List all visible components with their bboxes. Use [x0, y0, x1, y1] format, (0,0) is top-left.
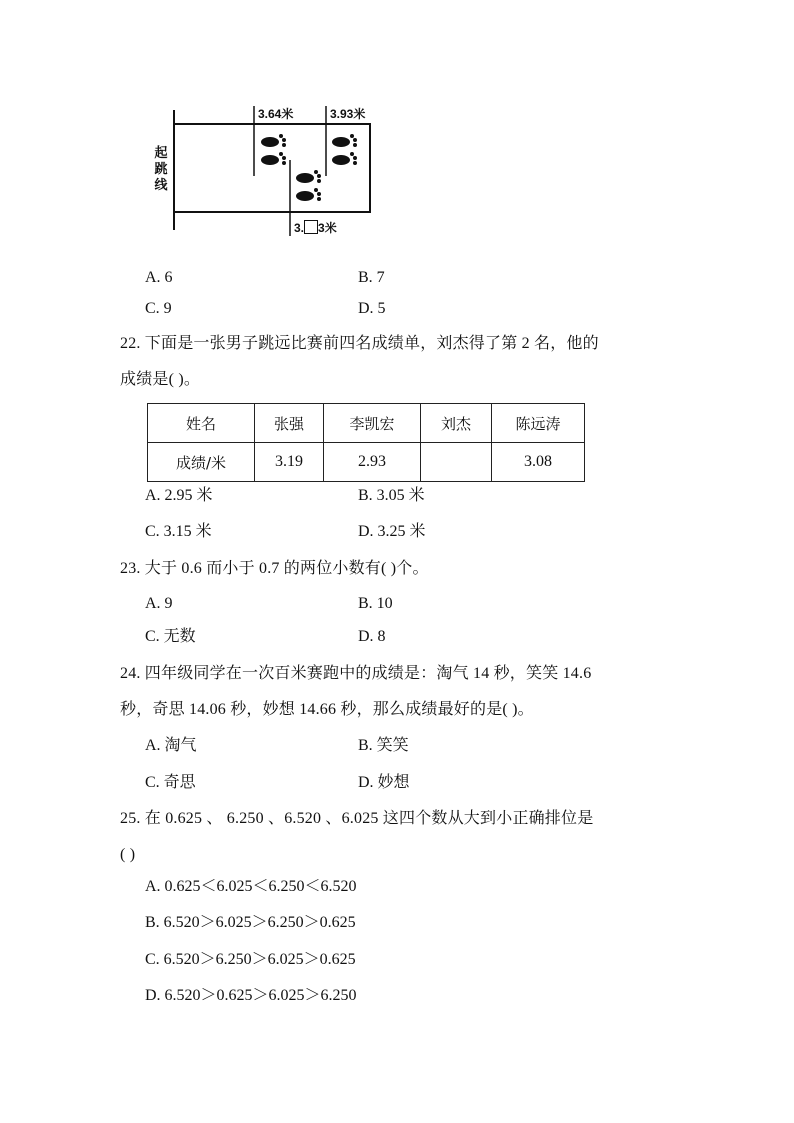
- footprints-icon: [332, 134, 357, 165]
- q25-option-d[interactable]: D. 6.520＞0.625＞6.025＞6.250: [145, 987, 357, 1004]
- footprints-icon: [296, 170, 321, 201]
- q24-text-line1: 24. 四年级同学在一次百米赛跑中的成绩是：淘气 14 秒，笑笑 14.6: [120, 665, 592, 682]
- marker-label-2: 3.93米: [330, 107, 366, 121]
- q23-option-a[interactable]: A. 9: [145, 595, 173, 612]
- q23-option-c[interactable]: C. 无数: [145, 628, 196, 645]
- q22-option-d[interactable]: D. 3.25 米: [358, 523, 426, 540]
- marker-label-3-suffix: 3米: [318, 221, 337, 235]
- q24-text-line2: 秒，奇思 14.06 秒，妙想 14.66 秒，那么成绩最好的是( )。: [120, 701, 534, 718]
- q21-option-d[interactable]: D. 5: [358, 300, 386, 317]
- table-cell-blank: [421, 443, 492, 482]
- q24-option-a[interactable]: A. 淘气: [145, 737, 197, 754]
- table-row: [148, 404, 585, 443]
- start-line-label: [154, 146, 168, 194]
- q24-option-b[interactable]: B. 笑笑: [358, 737, 409, 754]
- q22-option-a[interactable]: A. 2.95 米: [145, 487, 213, 504]
- start-line-char: 跳: [154, 162, 168, 177]
- table-cell: 成绩/米: [148, 443, 255, 482]
- marker-label-3: [294, 220, 337, 235]
- q22-text-line2: 成绩是( )。: [120, 371, 201, 388]
- q24-option-c[interactable]: C. 奇思: [145, 774, 196, 791]
- q24-option-d[interactable]: D. 妙想: [358, 774, 410, 791]
- start-line-char: 线: [154, 178, 168, 193]
- q22-text-line1: 22. 下面是一张男子跳远比赛前四名成绩单，刘杰得了第 2 名，他的: [120, 335, 599, 352]
- q23-option-b[interactable]: B. 10: [358, 595, 393, 612]
- q21-option-c[interactable]: C. 9: [145, 300, 172, 317]
- long-jump-figure: [150, 100, 390, 240]
- table-cell: 3.08: [492, 443, 585, 482]
- q25-option-b[interactable]: B. 6.520＞6.025＞6.250＞0.625: [145, 914, 356, 931]
- score-table: [147, 403, 585, 482]
- table-header-cell: 刘杰: [421, 404, 492, 443]
- blank-box: [304, 220, 318, 234]
- long-jump-diagram: [150, 100, 390, 240]
- q21-option-b[interactable]: B. 7: [358, 269, 385, 286]
- q25-text-line2: ( ): [120, 846, 136, 863]
- q25-text-line1: 25. 在 0.625 、 6.250 、6.520 、6.025 这四个数从大到小正确排位是: [120, 810, 594, 827]
- q21-option-a[interactable]: A. 6: [145, 269, 173, 286]
- table-header-cell: 陈远涛: [492, 404, 585, 443]
- table-header-cell: 张强: [255, 404, 324, 443]
- q22-option-c[interactable]: C. 3.15 米: [145, 523, 212, 540]
- footprints-icon: [261, 134, 286, 165]
- table-header-cell: 李凯宏: [324, 404, 421, 443]
- start-line-char: 起: [154, 146, 168, 161]
- q23-text-line1: 23. 大于 0.6 而小于 0.7 的两位小数有( )个。: [120, 560, 429, 577]
- table-header-cell: 姓名: [148, 404, 255, 443]
- marker-label-1: 3.64米: [258, 107, 294, 121]
- marker-label-3-prefix: 3.: [294, 221, 305, 235]
- q22-option-b[interactable]: B. 3.05 米: [358, 487, 425, 504]
- table-cell: 3.19: [255, 443, 324, 482]
- q25-option-a[interactable]: A. 0.625＜6.025＜6.250＜6.520: [145, 878, 357, 895]
- table-cell: 2.93: [324, 443, 421, 482]
- q25-option-c[interactable]: C. 6.520＞6.250＞6.025＞0.625: [145, 951, 356, 968]
- table-row: [148, 443, 585, 482]
- q23-option-d[interactable]: D. 8: [358, 628, 386, 645]
